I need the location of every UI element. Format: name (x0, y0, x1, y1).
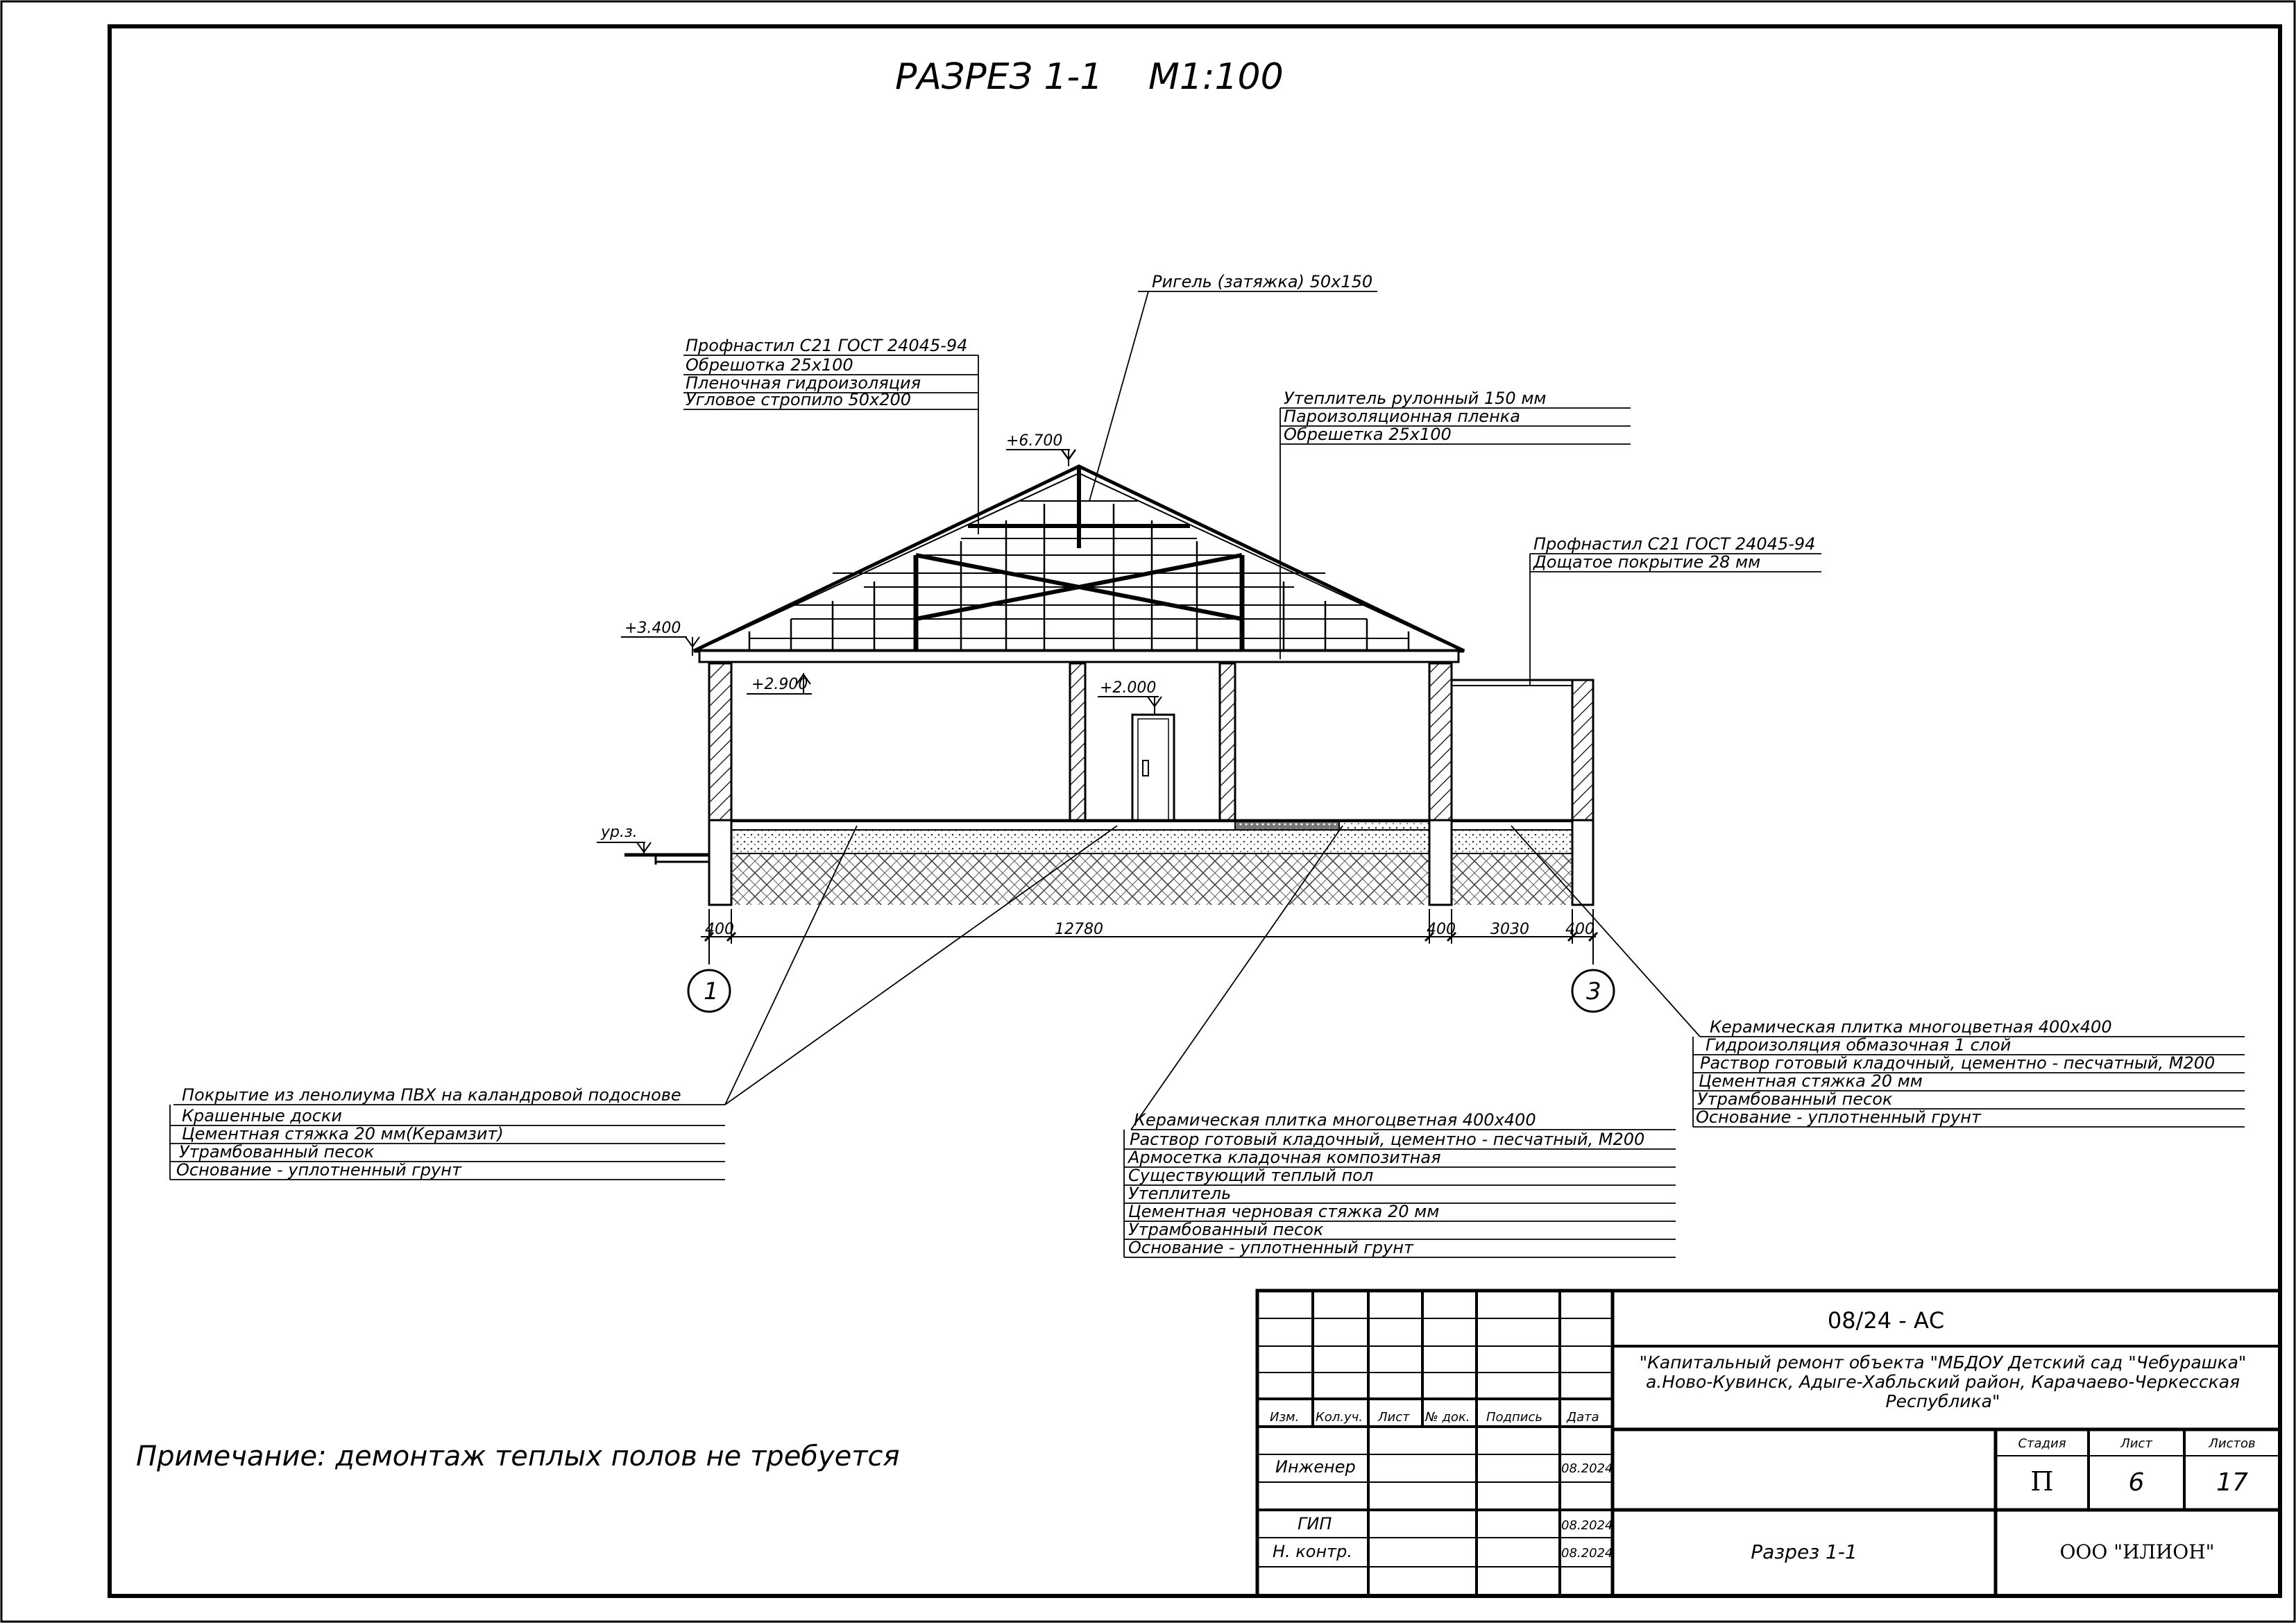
svg-text:08.2024: 08.2024 (1561, 1518, 1613, 1533)
svg-text:Раствор готовый кладочный, цем: Раствор готовый кладочный, цементно - песчатный, М200 (1700, 1053, 2216, 1073)
level-ridge: +6.700 (1006, 432, 1063, 450)
svg-text:Покрытие из ленолиума ПВХ на к: Покрытие из ленолиума ПВХ на каландровой подоснове (182, 1085, 681, 1105)
svg-text:Угловое стропило 50х200: Угловое стропило 50х200 (686, 390, 912, 409)
project-name (1640, 1352, 2247, 1411)
svg-text:Дата: Дата (1567, 1410, 1599, 1425)
callout-roof-annex (1533, 534, 1815, 572)
section-title: РАЗРЕЗ 1-1 (895, 56, 1103, 98)
soil-right (1452, 853, 1572, 905)
svg-text:ГИП: ГИП (1298, 1514, 1332, 1533)
svg-text:Изм.: Изм. (1270, 1410, 1300, 1425)
svg-text:08.2024: 08.2024 (1561, 1546, 1613, 1561)
callout-floor-tile-warm (1127, 1110, 1644, 1257)
sheet-title: Разрез 1-1 (1751, 1540, 1857, 1563)
svg-text:Основание - уплотненный грунт: Основание - уплотненный грунт (176, 1160, 461, 1180)
callout-roof-main (686, 336, 967, 409)
dim-400-mid: 400 (1427, 921, 1456, 938)
axis-label-left: 1 (704, 978, 719, 1005)
svg-text:Обрешотка 25х100: Обрешотка 25х100 (686, 355, 853, 375)
title-block-headers (1270, 1410, 1599, 1425)
stage-value: П (2030, 1466, 2054, 1497)
svg-text:Листов: Листов (2209, 1436, 2256, 1451)
project-code: 08/24 - АС (1827, 1307, 1945, 1334)
company-name: ООО "ИЛИОН" (2059, 1540, 2215, 1563)
svg-text:Обрешетка 25х100: Обрешетка 25х100 (1284, 425, 1452, 444)
svg-text:"Капитальный ремонт объекта "М: "Капитальный ремонт объекта "МБДОУ Детский сад "Чебурашка" (1639, 1352, 2247, 1373)
svg-text:Гидроизоляция обмазочная 1 сло: Гидроизоляция обмазочная 1 слой (1706, 1035, 2012, 1055)
section-scale: М1:100 (1148, 56, 1284, 98)
stage-labels (2018, 1436, 2255, 1451)
wall-partition-1 (1070, 663, 1085, 820)
door (1132, 715, 1174, 820)
dimension-line (701, 909, 1597, 965)
svg-text:Крашенные доски: Крашенные доски (182, 1106, 342, 1125)
svg-text:Инженер: Инженер (1275, 1457, 1356, 1477)
dim-400-right: 400 (1565, 921, 1595, 938)
callout-floor-tile-annex (1696, 1017, 2215, 1127)
svg-text:Подпись: Подпись (1486, 1410, 1542, 1425)
sheets-value: 17 (2216, 1468, 2248, 1497)
callout-ceiling (1284, 389, 1547, 444)
svg-text:Керамическая плитка многоцветн: Керамическая плитка многоцветная 400х400 (1710, 1017, 2112, 1037)
axis-label-right: 3 (1586, 978, 1601, 1005)
svg-text:Основание - уплотненный грунт: Основание - уплотненный грунт (1128, 1238, 1413, 1257)
svg-text:Профнастил С21 ГОСТ 24045-94: Профнастил С21 ГОСТ 24045-94 (1533, 534, 1816, 554)
svg-text:Существующий теплый пол: Существующий теплый пол (1128, 1166, 1374, 1185)
level-door: +2.000 (1100, 679, 1157, 697)
level-ceiling: +2.900 (751, 676, 808, 693)
eave-beam (699, 651, 1459, 662)
svg-text:Утрамбованный песок: Утрамбованный песок (1128, 1220, 1324, 1239)
svg-text:Основание - уплотненный грунт: Основание - уплотненный грунт (1696, 1107, 1981, 1127)
svg-text:08.2024: 08.2024 (1561, 1461, 1613, 1476)
svg-text:Утеплитель рулонный 150 мм: Утеплитель рулонный 150 мм (1284, 389, 1547, 408)
level-ground: ур.з. (601, 824, 638, 841)
callout-floor-linoleum (176, 1085, 681, 1180)
svg-text:Утеплитель: Утеплитель (1128, 1184, 1232, 1203)
svg-text:Профнастил С21 ГОСТ 24045-94: Профнастил С21 ГОСТ 24045-94 (686, 336, 968, 355)
wall-right (1429, 663, 1452, 820)
note: Примечание: демонтаж теплых полов не требуется (136, 1441, 900, 1472)
svg-text:Пленочная гидроизоляция: Пленочная гидроизоляция (686, 373, 921, 393)
svg-text:Кол.уч.: Кол.уч. (1316, 1410, 1363, 1425)
dim-12780: 12780 (1055, 921, 1103, 938)
svg-text:Пароизоляционная пленка: Пароизоляционная пленка (1284, 407, 1520, 426)
callout-rigel: Ригель (затяжка) 50х150 (1152, 272, 1373, 291)
sheet-value: 6 (2128, 1468, 2145, 1497)
level-eaves: +3.400 (624, 620, 681, 637)
svg-text:Армосетка кладочная композитна: Армосетка кладочная композитная (1128, 1148, 1441, 1167)
svg-text:Утрамбованный песок: Утрамбованный песок (1697, 1089, 1893, 1109)
svg-text:Раствор готовый кладочный, цем: Раствор готовый кладочный, цементно - песчатный, М200 (1130, 1130, 1645, 1149)
svg-text:Лист: Лист (2120, 1436, 2152, 1451)
wall-annex (1572, 680, 1593, 820)
svg-text:Республика": Республика" (1885, 1391, 2000, 1411)
svg-text:Цементная черновая стяжка 20 м: Цементная черновая стяжка 20 мм (1128, 1202, 1440, 1221)
wall-left (709, 663, 731, 820)
soil-left (731, 853, 1429, 905)
wall-partition-2 (1220, 663, 1235, 820)
svg-text:Цементная стяжка 20 мм: Цементная стяжка 20 мм (1699, 1071, 1923, 1091)
dim-3030: 3030 (1490, 921, 1529, 938)
svg-text:Стадия: Стадия (2018, 1436, 2066, 1451)
svg-text:Цементная стяжка 20 мм(Керамзи: Цементная стяжка 20 мм(Керамзит) (182, 1124, 504, 1144)
svg-text:Лист: Лист (1378, 1410, 1410, 1425)
dim-400-left: 400 (705, 921, 734, 938)
svg-text:Утрамбованный песок: Утрамбованный песок (179, 1142, 375, 1162)
svg-text:Н. контр.: Н. контр. (1273, 1542, 1353, 1561)
svg-text:Керамическая плитка многоцветн: Керамическая плитка многоцветная 400х400 (1134, 1110, 1536, 1130)
svg-text:Дощатое покрытие 28 мм: Дощатое покрытие 28 мм (1533, 552, 1761, 572)
svg-text:№ док.: № док. (1425, 1410, 1470, 1425)
svg-text:а.Ново-Кувинск, Адыге-Хабльски: а.Ново-Кувинск, Адыге-Хабльский район, Карачаево-Черкесская (1645, 1372, 2240, 1392)
